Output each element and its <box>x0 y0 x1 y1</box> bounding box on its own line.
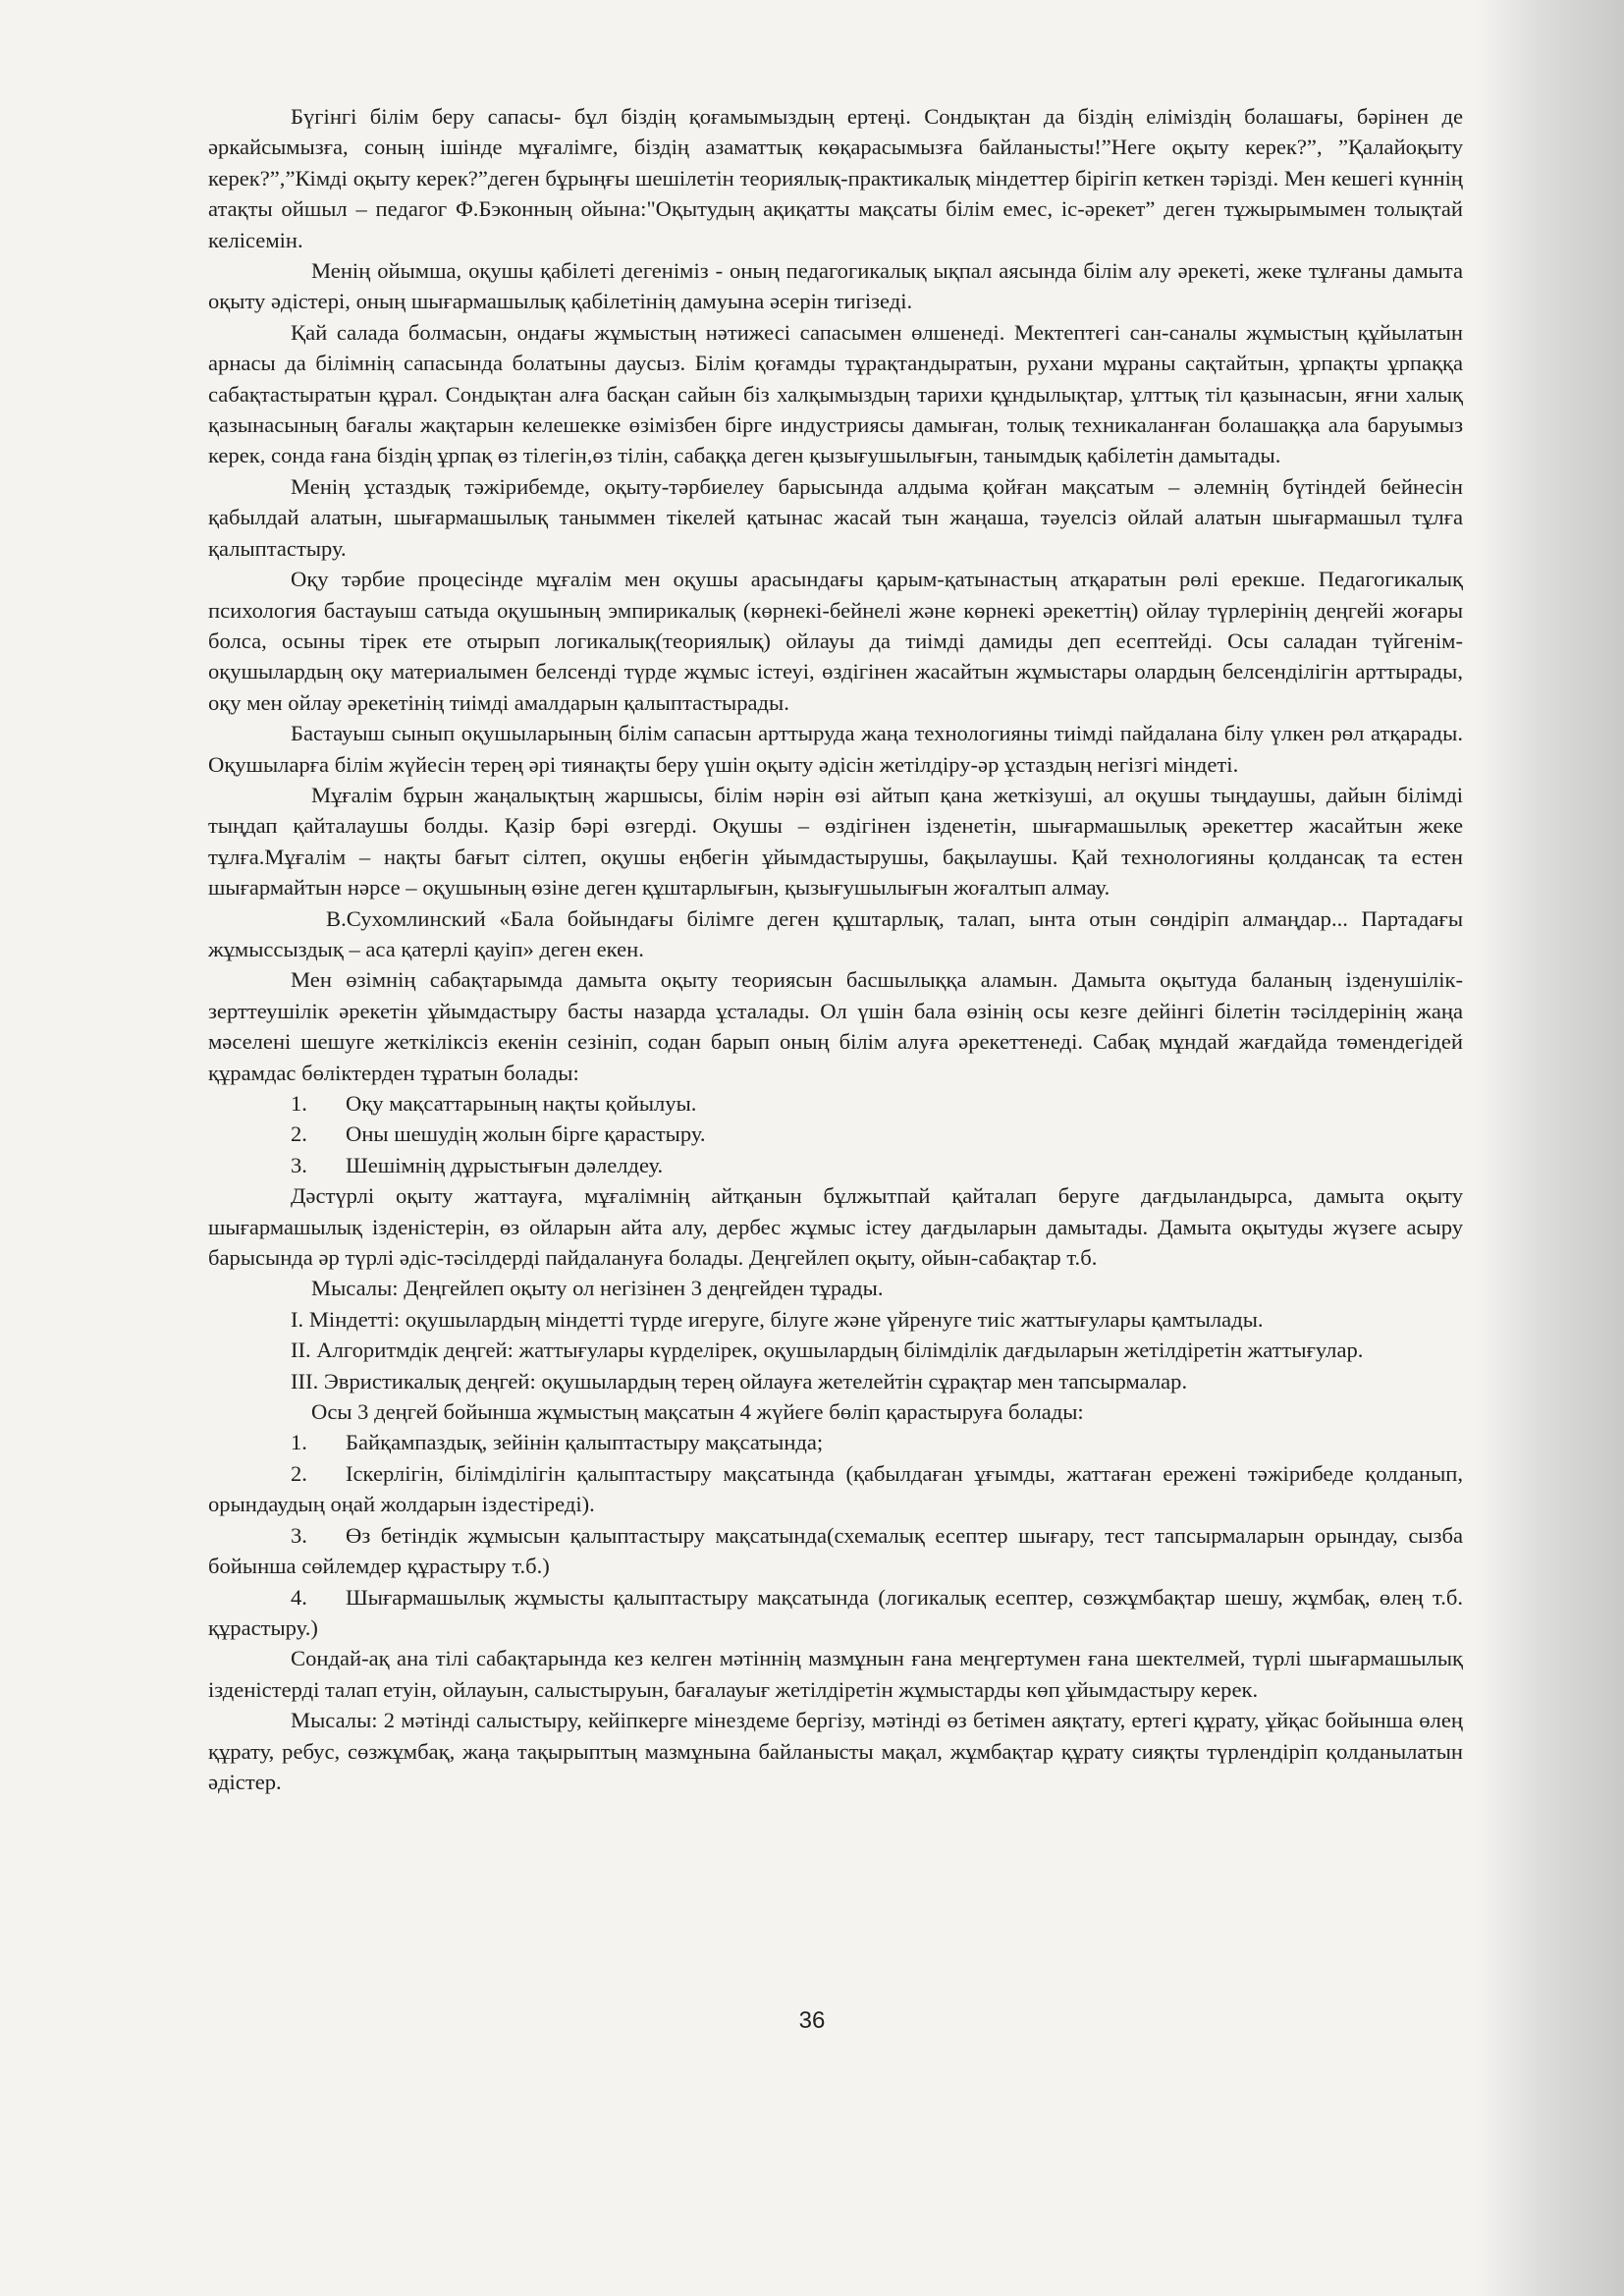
list-number: 1. <box>291 1091 307 1116</box>
level-item: I. Міндетті: оқушылардың міндетті түрде игеруге, білуге және үйренуге тиіс жаттығулары қамтылады. <box>291 1306 1264 1332</box>
paragraph-opinion: Менің ойымша, оқушы қабілеті дегеніміз - оның педагогикалық ықпал аясында білім алу әрекеті, жеке тұлғаны дамыта оқыту әдістері, оның шығармашылық қабілетінің дамуына әсерін тигізеді. <box>208 258 1463 314</box>
paragraph-teaching-process: Оқу тәрбие процесінде мұғалім мен оқушы арасындағы қарым-қатынастың атқаратын рөлі ерекше. Педагогикалық психология бастауыш сатыда оқушының эмпирикалық (көрнекі-бейнелі және көрнекі әрекеттің) ойлау түрлерінің деңгейі жоғары болса, осыны тірек ете отырып логикалық(теориялық) ойлауы да тиімді дамиды деп есептейді. Осы саладан түйгенім-оқушылардың оқу материалымен белсенді түрде жұмыс істеуі, өздігінен жасайтын жұмыстары олардың белсенділігін арттырады, оқу мен ойлау әрекетінің тиімді амалдарын қалыптастырады. <box>208 567 1463 715</box>
level-item: III. Эвристикалық деңгей: оқушылардың терең ойлауға жетелейтін сұрақтар мен тапсырмалар. <box>291 1368 1188 1394</box>
list-item <box>208 1582 1463 1644</box>
list-item <box>208 1520 1463 1582</box>
paragraph-quality: Қай салада болмасын, ондағы жұмыстың нәтижесі сапасымен өлшенеді. Мектептегі сан-саналы жұмыстың құйылатын арнасы да білімнің сапасында болатыны даусыз. Білім қоғамды тұрақтандыратын, рухани мұраны сақтайтын, ұрпақты ұрпаққа сабақтастыратын құрал. Сондықтан алға басқан сайын біз халқымыздың тарихи құндылықтар, ұлттық тіл қазынасын, яғни халық қазынасының бағалы жақтарын келешекке өзімізбен бірге индустриясы дамыған, толық техникаланған болашаққа ала баруымыз керек, сонда ғана біздің ұрпақ өз тілегін,өз тілін, сабаққа деген қызығушылығын, танымдық қабілетін дамытады. <box>208 319 1463 468</box>
list-number: 2. <box>291 1460 307 1486</box>
paragraph-developmental: Мен өзімнің сабақтарымда дамыта оқыту теориясын басшылыққа аламын. Дамыта оқытуда баланың ізденушілік-зерттеушілік әрекетін ұйымдастыру басты назарда ұсталады. Ол үшін бала өзінің осы кезге дейінгі білетін тәсілдерінің жаңа мәселені шешуге жеткіліксіз екенін сезініп, содан барып оның білім алуға әрекеттенеді. Сабақ мұндай жағдайда төмендегідей құрамдас бөліктерден тұратын болады: <box>208 967 1463 1085</box>
list-number: 1. <box>291 1430 307 1455</box>
list-item <box>208 1150 1463 1180</box>
paragraph-experience: Менің ұстаздық тәжірибемде, оқыту-тәрбиелеу барысында алдыма қойған мақсатым – әлемнің бүтіндей бейнесін қабылдай алатын, шығармашылық таныммен тікелей қатынас жасай тын жаңаша, тәуелсіз ойлай алатын шығармашыл тұлға қалыптастыру. <box>208 473 1463 561</box>
page-number: 36 <box>798 2007 826 2034</box>
list-text: Шешімнің дұрыстығын дәлелдеу. <box>346 1152 664 1177</box>
list-text: Байқампаздық, зейінін қалыптастыру мақсатында; <box>346 1430 824 1455</box>
paragraph-quote: В.Сухомлинский «Бала бойындағы білімге деген құштарлық, талап, ынта отын сөндіріп алмаңдар... Партадағы жұмыссыздық – аса қатерлі қауіп» деген екен. <box>208 905 1463 961</box>
list-text: Іскерлігін, білімділігін қалыптастыру мақсатында (қабылдаған ұғымды, жаттаған ережені тәжірибеде қолданып, орындаудың оңай жолдарын іздестіреді). <box>208 1460 1463 1517</box>
paragraph-example-methods: Мысалы: 2 мәтінді салыстыру, кейіпкерге мінездеме бергізу, мәтінді өз бетімен аяқтату, ертегі құрату, ұйқас бойынша өлең құрату, ребус, сөзжұмбақ, жаңа тақырыптың мазмұнына байланысты мақал, жұмбақтар құрату сияқты түрлендіріп қолданылатын әдістер. <box>208 1708 1463 1794</box>
paragraph-groups-intro: Осы 3 деңгей бойынша жұмыстың мақсатын 4 жүйеге бөліп қарастыруға болады: <box>311 1399 1084 1425</box>
list-number: 2. <box>291 1121 307 1147</box>
level-item: II. Алгоритмдік деңгей: жаттығулары күрделірек, оқушылардың білімділік дағдыларын жетілдіретін жаттығулар. <box>291 1338 1364 1363</box>
paragraph-teacher-role: Мұғалім бұрын жаңалықтың жаршысы, білім нәрін өзі айтып қана жеткізуші, ал оқушы тыңдаушы, дайын білімді тыңдап қайталаушы болды. Қазір бәрі өзгерді. Оқушы – өздігінен ізденетін, шығармашылық әрекеттер жасайтын жеке тұлға.Мұғалім – нақты бағыт сілтеп, оқушы еңбегін ұйымдастырушы, бақылаушы. Қай технологияны қолдансақ та естен шығармайтын нәрсе – оқушының өзіне деген құштарлығын, қызығушылығын жоғалтып алмау. <box>208 782 1463 901</box>
paragraph-primary-school: Бастауыш сынып оқушыларының білім сапасын арттыруда жаңа технологияны тиімді пайдалана білу үлкен рөл атқарады. Оқушыларға білім жүйесін терең әрі тиянақты беру үшін оқыту әдісін жетілдіру-әр ұстаздың негізгі міндеті. <box>208 721 1463 777</box>
list-text: Өз бетіндік жұмысын қалыптастыру мақсатында(схемалық есептер шығару, тест тапсырмаларын орындау, сызба бойынша сөйлемдер құрастыру т.б.) <box>208 1522 1463 1579</box>
list-item <box>208 1088 1463 1119</box>
paragraph-example-levels: Мысалы: Деңгейлеп оқыту ол негізінен 3 деңгейден тұрады. <box>311 1276 884 1301</box>
scan-edge-shadow <box>1477 0 1624 2296</box>
list-number: 3. <box>291 1152 307 1177</box>
document-body <box>208 101 1463 1797</box>
paragraph-traditional: Дәстүрлі оқыту жаттауға, мұғалімнің айтқанын бұлжытпай қайталап беруге дағдыландырса, дамыта оқыту шығармашылық ізденістерін, өз ойларын айта алу, дербес жұмыс істеу дағдыларын дамытады. Дамыта оқытуды жүзеге асыру барысында әр түрлі әдіс-тәсілдерді пайдалануға болады. Деңгейлеп оқыту, ойын-сабақтар т.б. <box>208 1183 1463 1271</box>
list-number: 3. <box>291 1522 307 1548</box>
list-text: Оқу мақсаттарының нақты қойылуы. <box>346 1091 697 1116</box>
list-number: 4. <box>291 1584 307 1610</box>
list-text: Оны шешудің жолын бірге қарастыру. <box>346 1121 706 1147</box>
list-text: Шығармашылық жұмысты қалыптастыру мақсатында (логикалық есептер, сөзжұмбақтар шешу, жұмбақ, өлең т.б. құрастыру.) <box>208 1584 1463 1640</box>
paragraph-intro: Бүгінгі білім беру сапасы- бұл біздің қоғамымыздың ертеңі. Сондықтан да біздің еліміздің болашағы, бәрінен де әркайсымызға, соның ішінде мұғалімге, біздің азаматтық көқарасымызға байланысты!”Неге оқыту керек?”, ”Қалайоқыту керек?”,”Кімді оқыту керек?”деген бұрыңғы шешілетін теориялық-практикалық міндеттер бірігіп кеткен тәрізді. Мен кешегі күннің атақты ойшыл – педагог Ф.Бэконның ойына:"Оқытудың ақиқатты мақсаты білім емес, іс-әрекет” деген тұжырымымен толықтай келісемін. <box>208 104 1463 252</box>
paragraph-native-language: Сондай-ақ ана тілі сабақтарында кез келген мәтіннің мазмұнын ғана меңгертумен ғана шектелмей, түрлі шығармашылық ізденістерді талап етуін, ойлауын, салыстыруын, бағалауығ жетілдіретін жұмыстарды көп ұйымдастыру керек. <box>208 1646 1463 1702</box>
list-item <box>208 1427 1463 1457</box>
list-item <box>208 1458 1463 1520</box>
list-item <box>208 1119 1463 1149</box>
